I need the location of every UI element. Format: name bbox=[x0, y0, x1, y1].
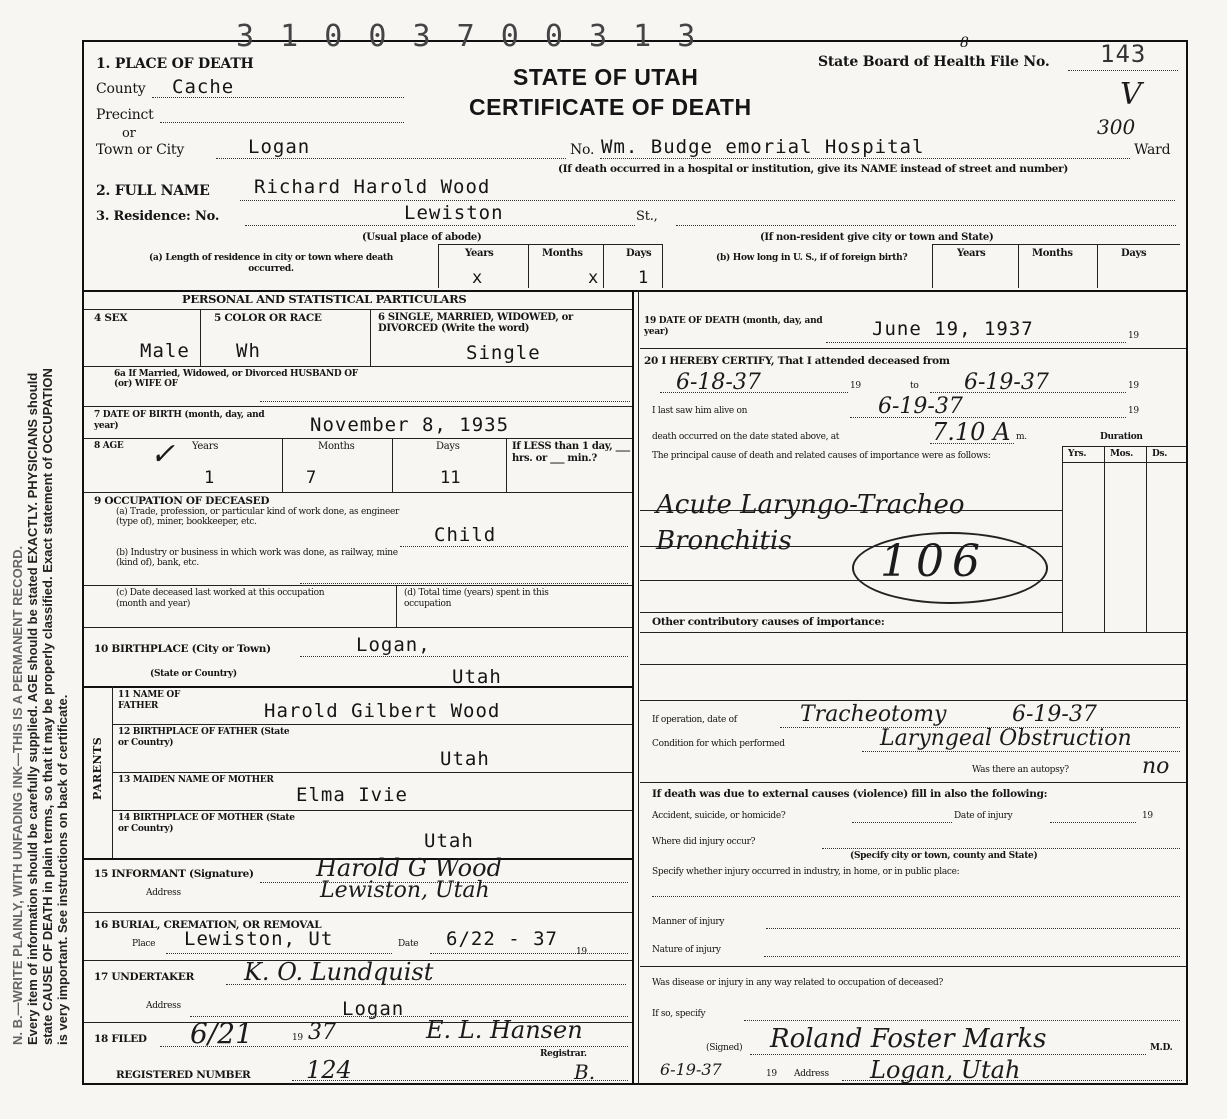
physician-address: Logan, Utah bbox=[870, 1056, 1021, 1084]
filed-year: 37 bbox=[308, 1020, 336, 1045]
sidebar-line-1: Every item of information should be carefully supplied. AGE should be stated EXACTLY. PHYSICIANS should bbox=[25, 372, 40, 1045]
registrar-mark: B. bbox=[574, 1060, 596, 1084]
state-title: STATE OF UTAH bbox=[513, 64, 699, 90]
filed-year-prefix: 19 bbox=[292, 1033, 303, 1043]
filed-date: 6/21 bbox=[190, 1017, 253, 1050]
age-label: 8 AGE bbox=[94, 441, 124, 451]
age-years-label: Years bbox=[192, 441, 219, 452]
last-seen-label: I last saw him alive on bbox=[652, 406, 748, 416]
reg-number: 124 bbox=[306, 1056, 352, 1084]
place-of-death-heading: 1. PLACE OF DEATH bbox=[96, 56, 254, 72]
town-value: Logan bbox=[248, 136, 311, 158]
sidebar-line-2: state CAUSE OF DEATH in plain terms, so that it may be properly classified. Exact statement of OCCUPATION bbox=[40, 368, 55, 1045]
color-label: 5 COLOR OR RACE bbox=[214, 312, 322, 324]
attended-from: 6-18-37 bbox=[676, 370, 761, 395]
months-value: x bbox=[588, 268, 599, 288]
less-than-label: If LESS than 1 day, ___ hrs. or ___ min.? bbox=[512, 441, 630, 464]
contributory-label: Other contributory causes of importance: bbox=[652, 616, 885, 628]
usual-abode-note: (Usual place of abode) bbox=[362, 232, 482, 243]
age-days-label: Days bbox=[436, 441, 460, 452]
cause-line-2: Bronchitis bbox=[656, 526, 792, 556]
death-time: 7.10 A bbox=[932, 418, 1011, 446]
margin-mark-1: 8 bbox=[960, 35, 969, 51]
birthplace-state-label: (State or Country) bbox=[150, 669, 237, 679]
father-value: Harold Gilbert Wood bbox=[264, 700, 501, 722]
undertaker-address: Logan bbox=[342, 998, 405, 1020]
physician-address-label: Address bbox=[794, 1069, 829, 1079]
color-value: Wh bbox=[236, 340, 261, 362]
burial-place: Lewiston, Ut bbox=[184, 928, 334, 950]
informant-signature: Harold G Wood bbox=[316, 854, 502, 882]
sidebar-instructions bbox=[10, 45, 70, 1045]
years-header: Years bbox=[465, 248, 494, 259]
registrar-label: Registrar. bbox=[540, 1049, 587, 1059]
town-label: Town or City bbox=[96, 142, 185, 158]
burial-date: 6/22 - 37 bbox=[446, 928, 558, 950]
condition-value: Laryngeal Obstruction bbox=[880, 726, 1132, 751]
months-header: Months bbox=[542, 248, 583, 259]
undertaker-signature: K. O. Lundquist bbox=[244, 958, 434, 986]
serial-number: 3 1 0 0 3 7 0 0 3 1 3 bbox=[236, 19, 700, 54]
operation-value: Tracheotomy bbox=[800, 702, 947, 727]
occupation-question: Was disease or injury in any way related to occupation of deceased? bbox=[652, 978, 944, 988]
mother-birthplace-label: 14 BIRTHPLACE OF MOTHER (State or Country) bbox=[118, 813, 295, 834]
industry-label: Specify whether injury occurred in industry, in home, or in public place: bbox=[652, 867, 960, 877]
autopsy-label: Was there an autopsy? bbox=[972, 765, 1069, 775]
nature-label: Nature of injury bbox=[652, 945, 721, 955]
personal-heading: PERSONAL AND STATISTICAL PARTICULARS bbox=[182, 292, 467, 306]
death-date: June 19, 1937 bbox=[872, 318, 1034, 340]
margin-mark-2: V bbox=[1120, 77, 1142, 112]
ds-header: Ds. bbox=[1152, 449, 1168, 459]
if-so-specify-label: If so, specify bbox=[652, 1009, 706, 1019]
age-months-value: 7 bbox=[306, 468, 317, 488]
age-years-value: 1 bbox=[204, 468, 215, 488]
sidebar-line-3: is very important. See instructions on back of certificate. bbox=[55, 694, 70, 1045]
to-year-prefix: 19 bbox=[1128, 381, 1139, 391]
occurred-label: death occurred on the date stated above, at bbox=[652, 432, 840, 442]
signed-label: (Signed) bbox=[706, 1043, 743, 1053]
precinct-label: Precinct bbox=[96, 107, 154, 123]
burial-label: 16 BURIAL, CREMATION, OR REMOVAL bbox=[94, 919, 322, 931]
signed-year-prefix: 19 bbox=[766, 1069, 777, 1079]
mos-header: Mos. bbox=[1110, 449, 1133, 459]
m-label: m. bbox=[1016, 432, 1027, 442]
cause-intro: The principal cause of death and related causes of importance were as follows: bbox=[652, 451, 991, 461]
county-label: County bbox=[96, 81, 146, 97]
sex-value: Male bbox=[140, 340, 190, 362]
file-no-value: 143 bbox=[1100, 40, 1147, 68]
yrs-header: Yrs. bbox=[1068, 449, 1087, 459]
burial-place-label: Place bbox=[132, 939, 156, 949]
death-date-label: 19 DATE OF DEATH (month, day, and year) bbox=[644, 316, 823, 337]
us-years-header: Years bbox=[957, 248, 986, 259]
attended-to: 6-19-37 bbox=[964, 370, 1049, 395]
ward-label: Ward bbox=[1134, 142, 1171, 158]
autopsy-value: no bbox=[1142, 754, 1170, 779]
county-value: Cache bbox=[172, 76, 235, 98]
father-birthplace: Utah bbox=[440, 748, 490, 770]
condition-label: Condition for which performed bbox=[652, 739, 785, 749]
mother-birthplace: Utah bbox=[424, 830, 474, 852]
age-days-value: 11 bbox=[440, 468, 461, 488]
sex-label: 4 SEX bbox=[94, 312, 128, 324]
mother-label: 13 MAIDEN NAME OF MOTHER bbox=[118, 775, 274, 785]
operation-label: If operation, date of bbox=[652, 715, 737, 725]
signed-date: 6-19-37 bbox=[660, 1060, 722, 1079]
father-label: 11 NAME OF FATHER bbox=[118, 690, 181, 711]
full-name-label: 2. FULL NAME bbox=[96, 183, 210, 199]
registrar-signature: E. L. Hansen bbox=[426, 1016, 583, 1044]
residence-label: 3. Residence: No. bbox=[96, 209, 220, 224]
days-value: 1 bbox=[638, 268, 649, 288]
hospital-value: Wm. Budge emorial Hospital bbox=[601, 136, 925, 158]
full-name-value: Richard Harold Wood bbox=[254, 176, 491, 198]
no-label: No. bbox=[570, 142, 595, 158]
external-intro: If death was due to external causes (violence) fill in also the following: bbox=[652, 788, 1048, 800]
or-label: or bbox=[122, 126, 136, 141]
hospital-note: (If death occurred in a hospital or institution, give its NAME instead of street and number) bbox=[558, 163, 1069, 175]
death-year-suffix: 19 bbox=[1128, 331, 1139, 341]
age-check-mark: ✓ bbox=[150, 437, 176, 472]
st-label: St., bbox=[636, 209, 658, 224]
specify-city-note: (Specify city or town, county and State) bbox=[850, 851, 1038, 861]
injury-year-prefix: 19 bbox=[1142, 811, 1153, 821]
file-no-label: State Board of Health File No. bbox=[818, 54, 1050, 70]
md-label: M.D. bbox=[1150, 1043, 1173, 1053]
spouse-label: 6a If Married, Widowed, or Divorced HUSBAND OF (or) WIFE OF bbox=[114, 369, 358, 389]
us-months-header: Months bbox=[1032, 248, 1073, 259]
filed-label: 18 FILED bbox=[94, 1033, 147, 1045]
father-birthplace-label: 12 BIRTHPLACE OF FATHER (State or Country) bbox=[118, 727, 290, 748]
mother-value: Elma Ivie bbox=[296, 784, 408, 806]
marital-value: Single bbox=[466, 342, 541, 364]
years-value: x bbox=[472, 268, 483, 288]
marital-label: 6 SINGLE, MARRIED, WIDOWED, or DIVORCED (Write the word) bbox=[378, 312, 574, 334]
birthplace-state: Utah bbox=[452, 666, 502, 688]
occupation-c-label: (c) Date deceased last worked at this occupation (month and year) bbox=[116, 588, 325, 609]
occupation-b-label: (b) Industry or business in which work was done, as railway, mine (kind of), bank, etc. bbox=[116, 548, 398, 568]
us-days-header: Days bbox=[1121, 248, 1147, 259]
age-months-label: Months bbox=[318, 441, 355, 452]
cause-code-circle bbox=[852, 532, 1048, 604]
ward-value: 300 bbox=[1097, 115, 1136, 139]
certify-label: 20 I HEREBY CERTIFY, That I attended deceased from bbox=[644, 355, 950, 367]
birthplace-label: 10 BIRTHPLACE (City or Town) bbox=[94, 643, 271, 655]
last-seen-value: 6-19-37 bbox=[878, 394, 963, 419]
burial-year-prefix: 19 bbox=[576, 947, 587, 957]
days-header: Days bbox=[626, 248, 652, 259]
nonresident-note: (If non-resident give city or town and State) bbox=[760, 232, 994, 243]
burial-date-label: Date bbox=[398, 939, 419, 949]
accident-label: Accident, suicide, or homicide? bbox=[652, 811, 786, 821]
duration-label: Duration bbox=[1100, 432, 1143, 442]
us-residence-label: (b) How long in U. S., if of foreign birth? bbox=[716, 253, 908, 263]
cause-code: 106 bbox=[880, 536, 988, 587]
reg-number-label: REGISTERED NUMBER bbox=[116, 1069, 251, 1081]
from-year-prefix: 19 bbox=[850, 381, 861, 391]
undertaker-label: 17 UNDERTAKER bbox=[94, 971, 195, 983]
length-residence-label: (a) Length of residence in city or town where death occurred. bbox=[149, 253, 393, 274]
birthplace-city: Logan, bbox=[356, 634, 431, 656]
dob-value: November 8, 1935 bbox=[310, 414, 510, 436]
sidebar-line-0: N. B.—WRITE PLAINLY, WITH UNFADING INK—THIS IS A PERMANENT RECORD. bbox=[10, 545, 25, 1045]
parents-side-label: PARENTS bbox=[91, 736, 104, 800]
informant-address: Lewiston, Utah bbox=[320, 878, 490, 903]
to-label: to bbox=[910, 381, 919, 391]
injury-date-label: Date of injury bbox=[954, 811, 1013, 821]
physician-signature: Roland Foster Marks bbox=[770, 1024, 1047, 1054]
manner-label: Manner of injury bbox=[652, 917, 725, 927]
occupation-d-label: (d) Total time (years) spent in this occupation bbox=[404, 588, 549, 609]
informant-label: 15 INFORMANT (Signature) bbox=[94, 868, 254, 880]
informant-address-label: Address bbox=[146, 888, 181, 898]
certificate-title: CERTIFICATE OF DEATH bbox=[469, 94, 752, 120]
last-seen-year-prefix: 19 bbox=[1128, 406, 1139, 416]
where-injury-label: Where did injury occur? bbox=[652, 837, 756, 847]
dob-label: 7 DATE OF BIRTH (month, day, and year) bbox=[94, 410, 265, 431]
cause-line-1: Acute Laryngo-Tracheo bbox=[656, 490, 965, 520]
occupation-heading: 9 OCCUPATION OF DECEASED bbox=[94, 495, 270, 507]
residence-value: Lewiston bbox=[404, 202, 504, 224]
undertaker-address-label: Address bbox=[146, 1001, 181, 1011]
occupation-a-label: (a) Trade, profession, or particular kind of work done, as engineer (type of), miner, bookkeeper, etc. bbox=[116, 507, 400, 527]
occupation-value: Child bbox=[434, 524, 497, 546]
operation-date: 6-19-37 bbox=[1012, 702, 1097, 727]
